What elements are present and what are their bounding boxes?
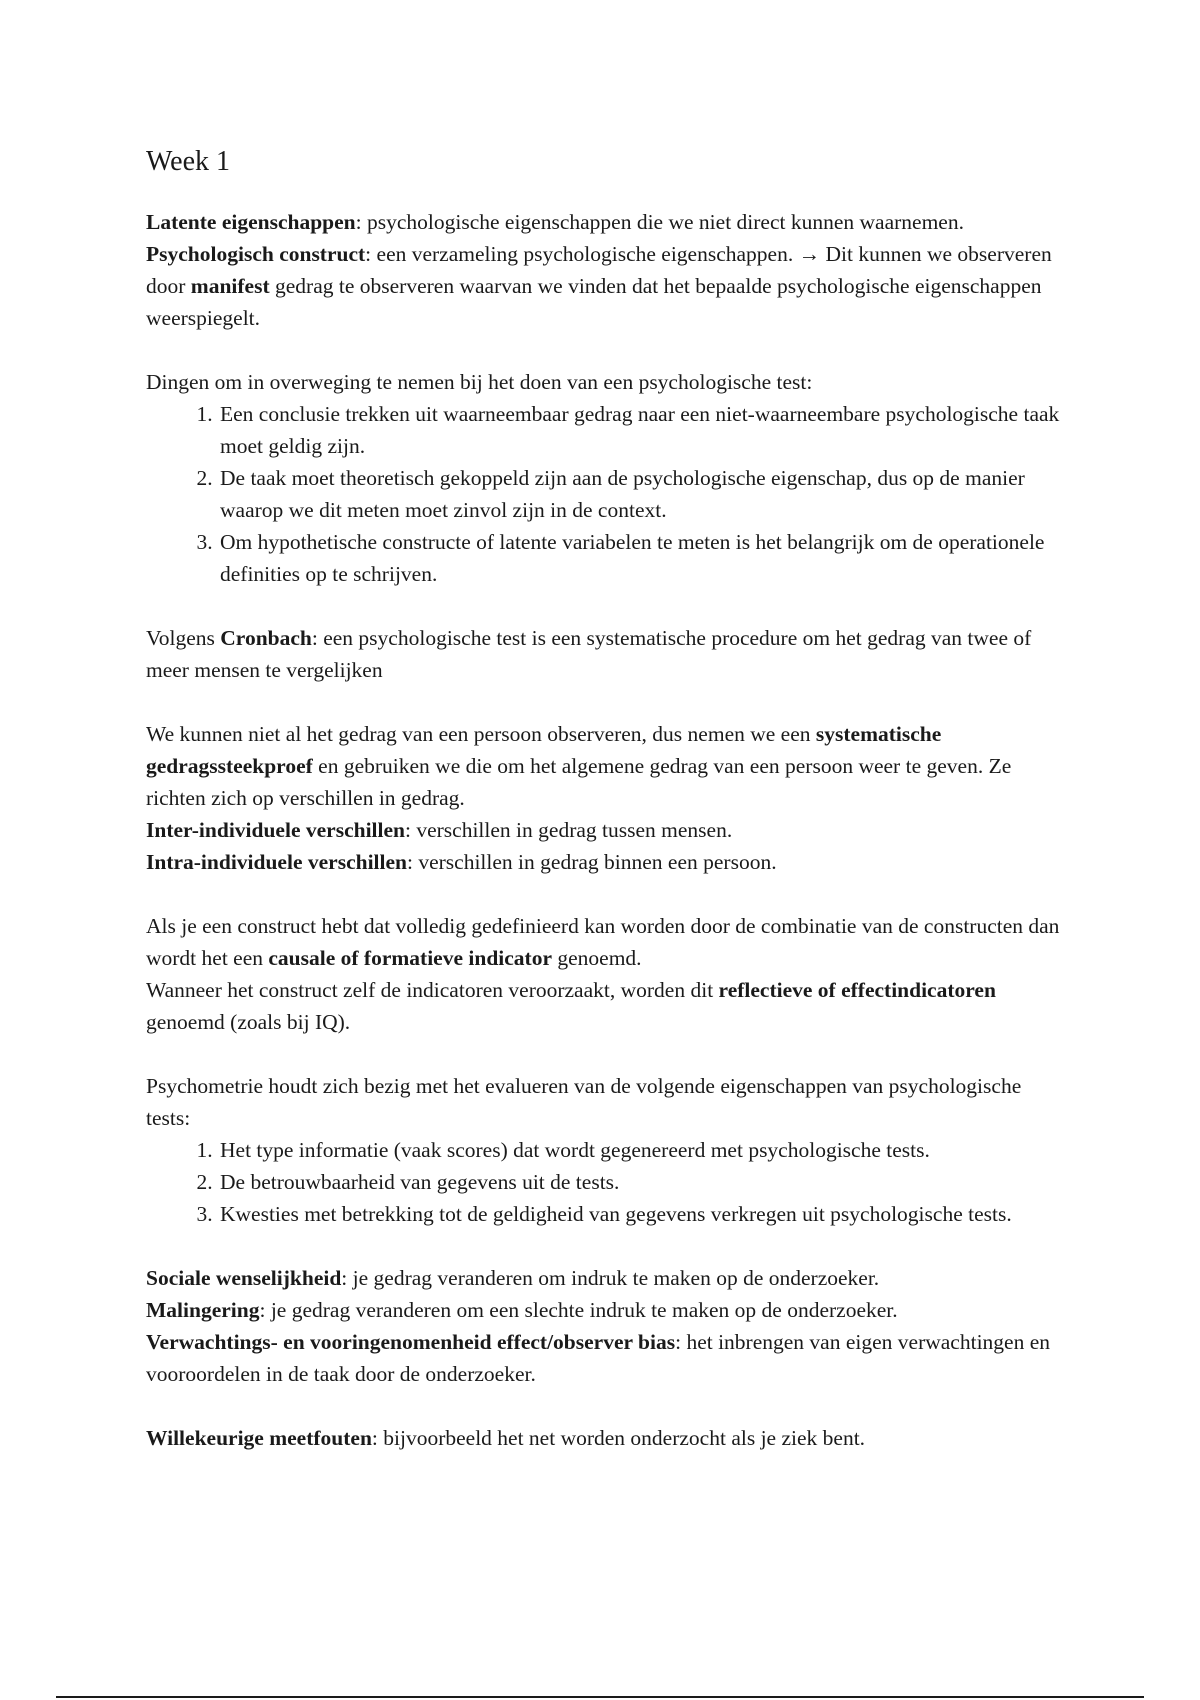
definition-text: : verschillen in gedrag tussen mensen. xyxy=(405,818,733,842)
list-item: 3. Om hypothetische constructe of latente variabelen te meten is het belangrijk om de operationele definities op te schrijven. xyxy=(218,526,1066,590)
paragraph-text: Wanneer het construct zelf de indicatoren veroorzaakt, worden dit xyxy=(146,978,719,1002)
definition-text: : het inbrengen van eigen verwachtingen en vooroordelen in de taak door de onderzoeker. xyxy=(146,1330,1050,1386)
paragraph-text: : een psychologische test is een systematische procedure om het gedrag van twee of meer mensen te vergelijken xyxy=(146,626,1032,682)
definition-psychologisch-construct xyxy=(146,238,1066,334)
list-item: 3. Kwesties met betrekking tot de geldigheid van gegevens verkregen uit psychologische tests. xyxy=(218,1198,1066,1230)
list-item: 2. De betrouwbaarheid van gegevens uit de tests. xyxy=(218,1166,1066,1198)
term: Intra-individuele verschillen xyxy=(146,850,407,874)
paragraph-text: Volgens xyxy=(146,626,221,650)
page-title: Week 1 xyxy=(146,146,231,177)
list-item: 1. Een conclusie trekken uit waarneembaar gedrag naar een niet-waarneembare psychologische taak moet geldig zijn. xyxy=(218,398,1066,462)
term: Sociale wenselijkheid xyxy=(146,1266,342,1290)
paragraph-text: genoemd. xyxy=(552,946,642,970)
term: reflectieve of effectindicatoren xyxy=(718,978,996,1002)
term: Verwachtings- en vooringenomenheid effect/observer bias xyxy=(146,1330,676,1354)
definition-text: gedrag te observeren waarvan we vinden dat het bepaalde psychologische eigenschappen weerspiegelt. xyxy=(146,274,1042,330)
term: Cronbach xyxy=(220,626,312,650)
definition-text: : verschillen in gedrag binnen een persoon. xyxy=(407,850,777,874)
definition-malingering xyxy=(146,1294,1066,1326)
psychometrie-intro: Psychometrie houdt zich bezig met het evalueren van de volgende eigenschappen van psychologische tests: xyxy=(146,1074,1022,1130)
definition-inter-individueel xyxy=(146,814,1066,846)
paragraph-text: Als je een construct hebt dat volledig gedefinieerd kan worden door de combinatie van de constructen dan wordt het een xyxy=(146,914,1060,970)
paragraph-text: genoemd (zoals bij IQ). xyxy=(146,1010,351,1034)
considerations-list xyxy=(146,398,1066,590)
paragraph-text: en gebruiken we die om het algemene gedrag van een persoon weer te geven. Ze richten zich op verschillen in gedrag. xyxy=(146,754,1012,810)
term-manifest: manifest xyxy=(190,274,270,298)
term: systematische gedragssteekproef xyxy=(146,722,942,778)
definition-text: : je gedrag veranderen om indruk te maken op de onderzoeker. xyxy=(341,1266,880,1290)
term: Malingering xyxy=(146,1298,260,1322)
list-item: 2. De taak moet theoretisch gekoppeld zijn aan de psychologische eigenschap, dus op de manier waarop we dit meten moet zinvol zijn in de context. xyxy=(218,462,1066,526)
list-item: 1. Het type informatie (vaak scores) dat wordt gegenereerd met psychologische tests. xyxy=(218,1134,1066,1166)
document-body xyxy=(146,144,1066,1454)
term: Inter-individuele verschillen xyxy=(146,818,405,842)
considerations-intro: Dingen om in overweging te nemen bij het doen van een psychologische test: xyxy=(146,370,813,394)
definition-cronbach xyxy=(146,622,1066,686)
definition-willekeurige-meetfouten xyxy=(146,1422,1066,1454)
term: Latente eigenschappen xyxy=(146,210,356,234)
paragraph-reflectieve-indicatoren xyxy=(146,974,1066,1038)
definition-observer-bias xyxy=(146,1326,1066,1390)
paragraph-formatieve-indicator xyxy=(146,910,1066,974)
term: Psychologisch construct xyxy=(146,242,366,266)
definition-text: : een verzameling psychologische eigenschappen. → Dit kunnen we observeren door xyxy=(146,242,1052,298)
definition-text: : bijvoorbeeld het net worden onderzocht als je ziek bent. xyxy=(371,1426,866,1450)
term: Willekeurige meetfouten xyxy=(146,1426,372,1450)
definition-latente-eigenschappen xyxy=(146,206,1066,238)
definition-intra-individueel xyxy=(146,846,1066,878)
term: causale of formatieve indicator xyxy=(268,946,552,970)
psychometrie-list xyxy=(146,1134,1066,1230)
definition-sociale-wenselijkheid xyxy=(146,1262,1066,1294)
paragraph-text: We kunnen niet al het gedrag van een persoon observeren, dus nemen we een xyxy=(146,722,816,746)
page-bottom-divider xyxy=(56,1696,1144,1698)
definition-text: : je gedrag veranderen om een slechte indruk te maken op de onderzoeker. xyxy=(259,1298,898,1322)
definition-text: : psychologische eigenschappen die we niet direct kunnen waarnemen. xyxy=(355,210,964,234)
paragraph-gedragssteekproef xyxy=(146,718,1066,814)
